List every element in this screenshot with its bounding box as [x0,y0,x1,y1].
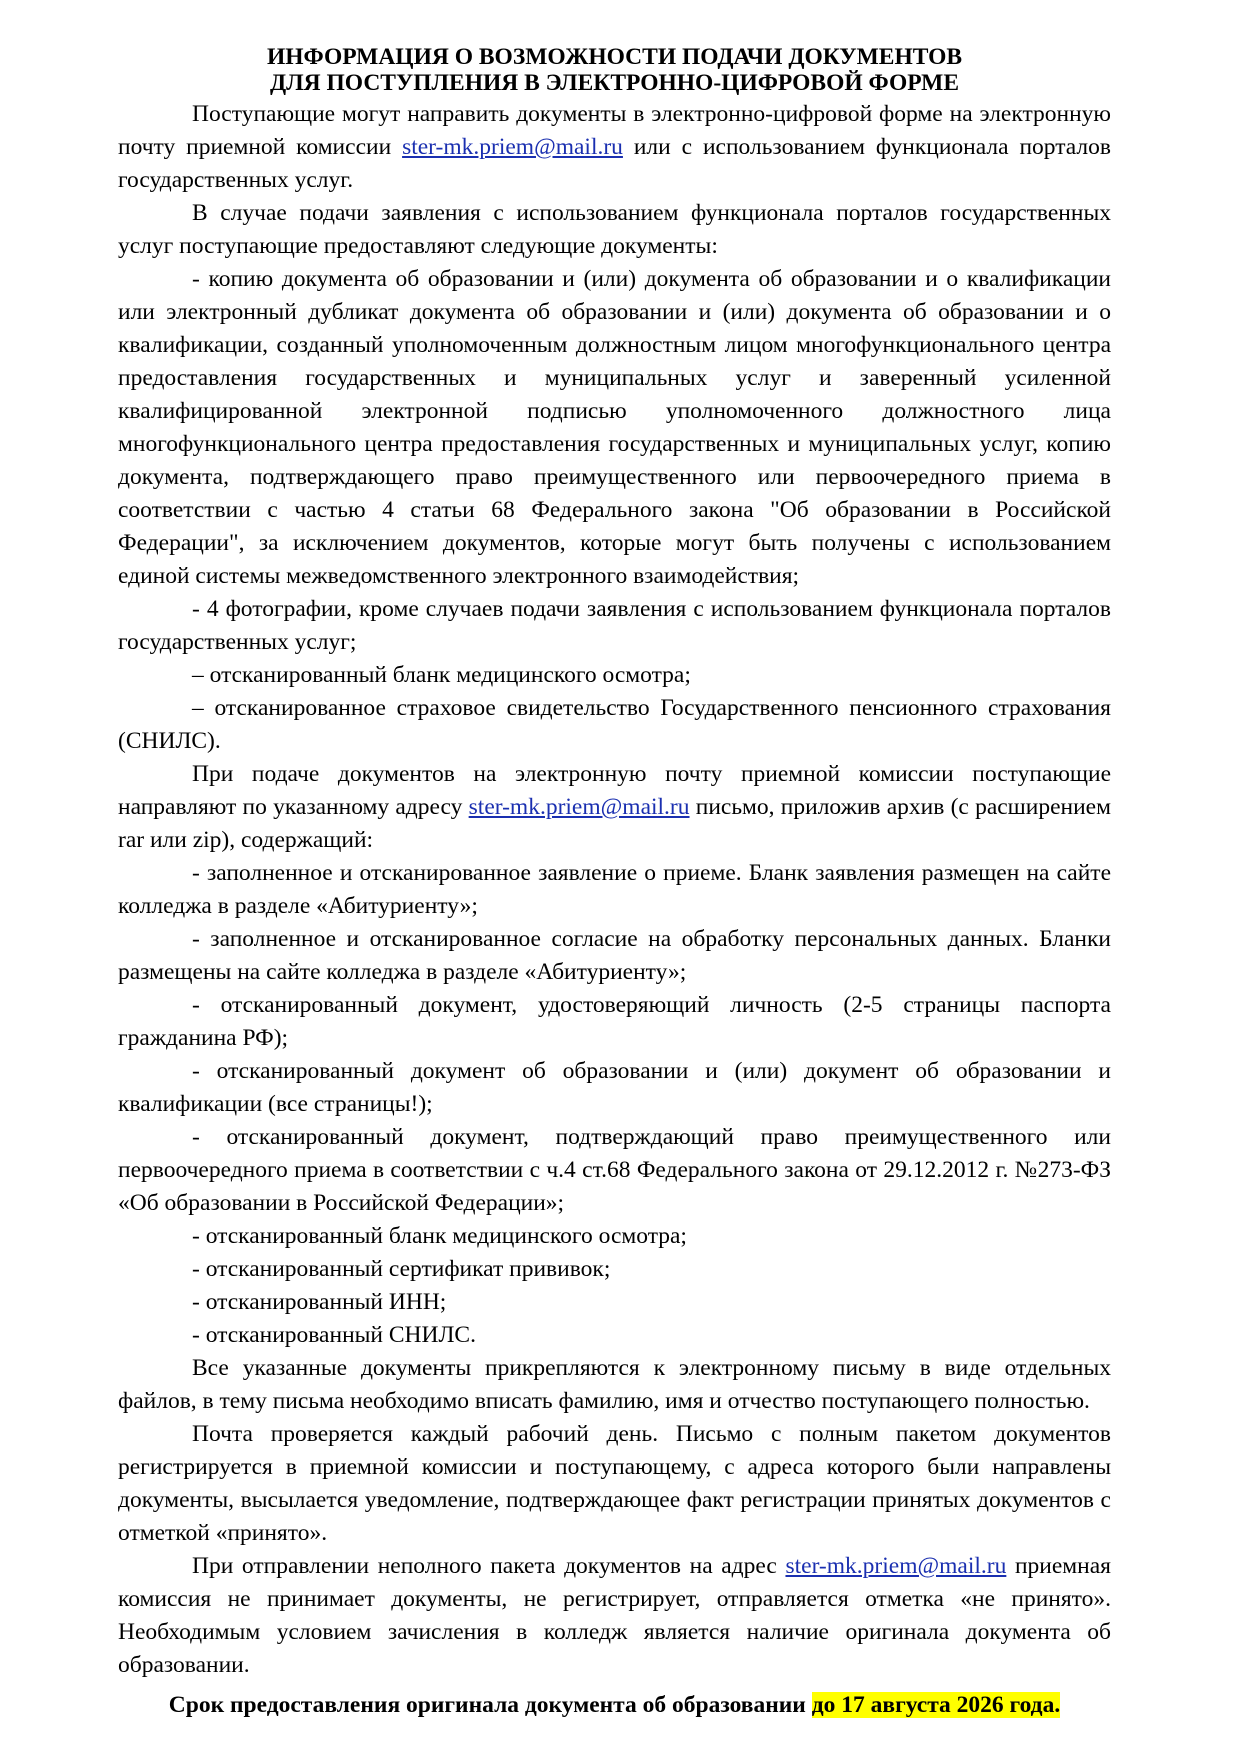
incomplete-before: При отправлении неполного пакета документов на адрес [192,1553,786,1579]
email-link[interactable]: ster-mk.priem@mail.ru [785,1553,1007,1579]
list-item-consent: - заполненное и отсканированное согласие на обработку персональных данных. Бланки размещены на сайте колледжа в разделе «Абитуриенту»; [118,926,1111,985]
document-title [118,44,1111,96]
title-line-2: ДЛЯ ПОСТУПЛЕНИЯ В ЭЛЕКТРОННО-ЦИФРОВОЙ ФОРМЕ [269,70,960,96]
list-item-vaccination: - отсканированный сертификат прививок; [192,1256,611,1282]
incomplete-after: приемная комиссия не принимает документы, не регистрирует, отправляется отметка «не принято». Необходимым условием зачисления в колледж является наличие оригинала документа об образовании. [118,1553,1111,1678]
list-item-photos: - 4 фотографии, кроме случаев подачи заявления с использованием функционала порталов государственных услуг; [118,596,1111,655]
intro-text-after: или с использованием функционала порталов государственных услуг. [118,134,1111,193]
list-item-inn: - отсканированный ИНН; [192,1289,447,1315]
email-link[interactable]: ster-mk.priem@mail.ru [468,794,690,820]
paragraph-email-submission [118,758,1111,857]
email-submission-after: письмо, приложив архив (с расширением rar или zip), содержащий: [118,794,1111,853]
list-item-medical-scan: - отсканированный бланк медицинского осмотра; [192,1223,687,1249]
paragraph-intro [118,98,1111,197]
list-item-snils: – отсканированное страховое свидетельство Государственного пенсионного страхования (СНИЛС). [118,695,1111,754]
list-item-education-doc: - копию документа об образовании и (или) документа об образовании и о квалификации или электронный дубликат документа об образовании и (или) документа об образовании и о квалификации, созданный уполномоченным должностным лицом многофункционального центра предоставления государственных и муниципальных услуг и заверенный усиленной квалифицированной электронной подписью уполномоченного должностного лица многофункционального центра предоставления государственных и муниципальных услуг, копию документа, подтверждающего право преимущественного или первоочередного приема в соответствии с частью 4 статьи 68 Федерального закона "Об образовании в Российской Федерации", за исключением документов, которые могут быть получены с использованием единой системы межведомственного электронного взаимодействия; [118,266,1111,589]
list-item-education-scan: - отсканированный документ об образовании и (или) документ об образовании и квалификации (все страницы!); [118,1058,1111,1117]
paragraph-incomplete [118,1550,1111,1682]
paragraph-portal-docs: В случае подачи заявления с использованием функционала порталов государственных услуг поступающие предоставляют следующие документы: [118,200,1111,259]
list-item-priority-right: - отсканированный документ, подтверждающий право преимущественного или первоочередного приема в соответствии с ч.4 ст.68 Федерального закона от 29.12.2012 г. №273-ФЗ «Об образовании в Российской Федерации»; [118,1124,1111,1216]
list-item-passport: - отсканированный документ, удостоверяющий личность (2-5 страницы паспорта гражданина РФ); [118,992,1111,1051]
email-submission-before: При подаче документов на электронную почту приемной комиссии поступающие направляют по указанному адресу [118,761,1111,820]
deadline-text: Срок предоставления оригинала документа об образовании [168,1692,812,1718]
paragraph-attachments: Все указанные документы прикрепляются к электронному письму в виде отдельных файлов, в тему письма необходимо вписать фамилию, имя и отчество поступающего полностью. [118,1355,1111,1414]
list-item-application: - заполненное и отсканированное заявление о приеме. Бланк заявления размещен на сайте колледжа в разделе «Абитуриенту»; [118,860,1111,919]
email-link[interactable]: ster-mk.priem@mail.ru [402,134,623,160]
deadline-notice [118,1689,1111,1722]
list-item-medical-form: – отсканированный бланк медицинского осмотра; [192,662,691,688]
list-item-snils-scan: - отсканированный СНИЛС. [192,1322,476,1348]
intro-text-before: Поступающие могут направить документы в электронно-цифровой форме на электронную почту приемной комиссии [118,101,1111,160]
title-line-1: ИНФОРМАЦИЯ О ВОЗМОЖНОСТИ ПОДАЧИ ДОКУМЕНТОВ [266,44,963,70]
deadline-date-highlight: до 17 августа 2026 года. [811,1692,1061,1718]
paragraph-mail-check: Почта проверяется каждый рабочий день. Письмо с полным пакетом документов регистрируется в приемной комиссии и поступающему, с адреса которого были направлены документы, высылается уведомление, подтверждающее факт регистрации принятых документов с отметкой «принято». [118,1421,1111,1546]
